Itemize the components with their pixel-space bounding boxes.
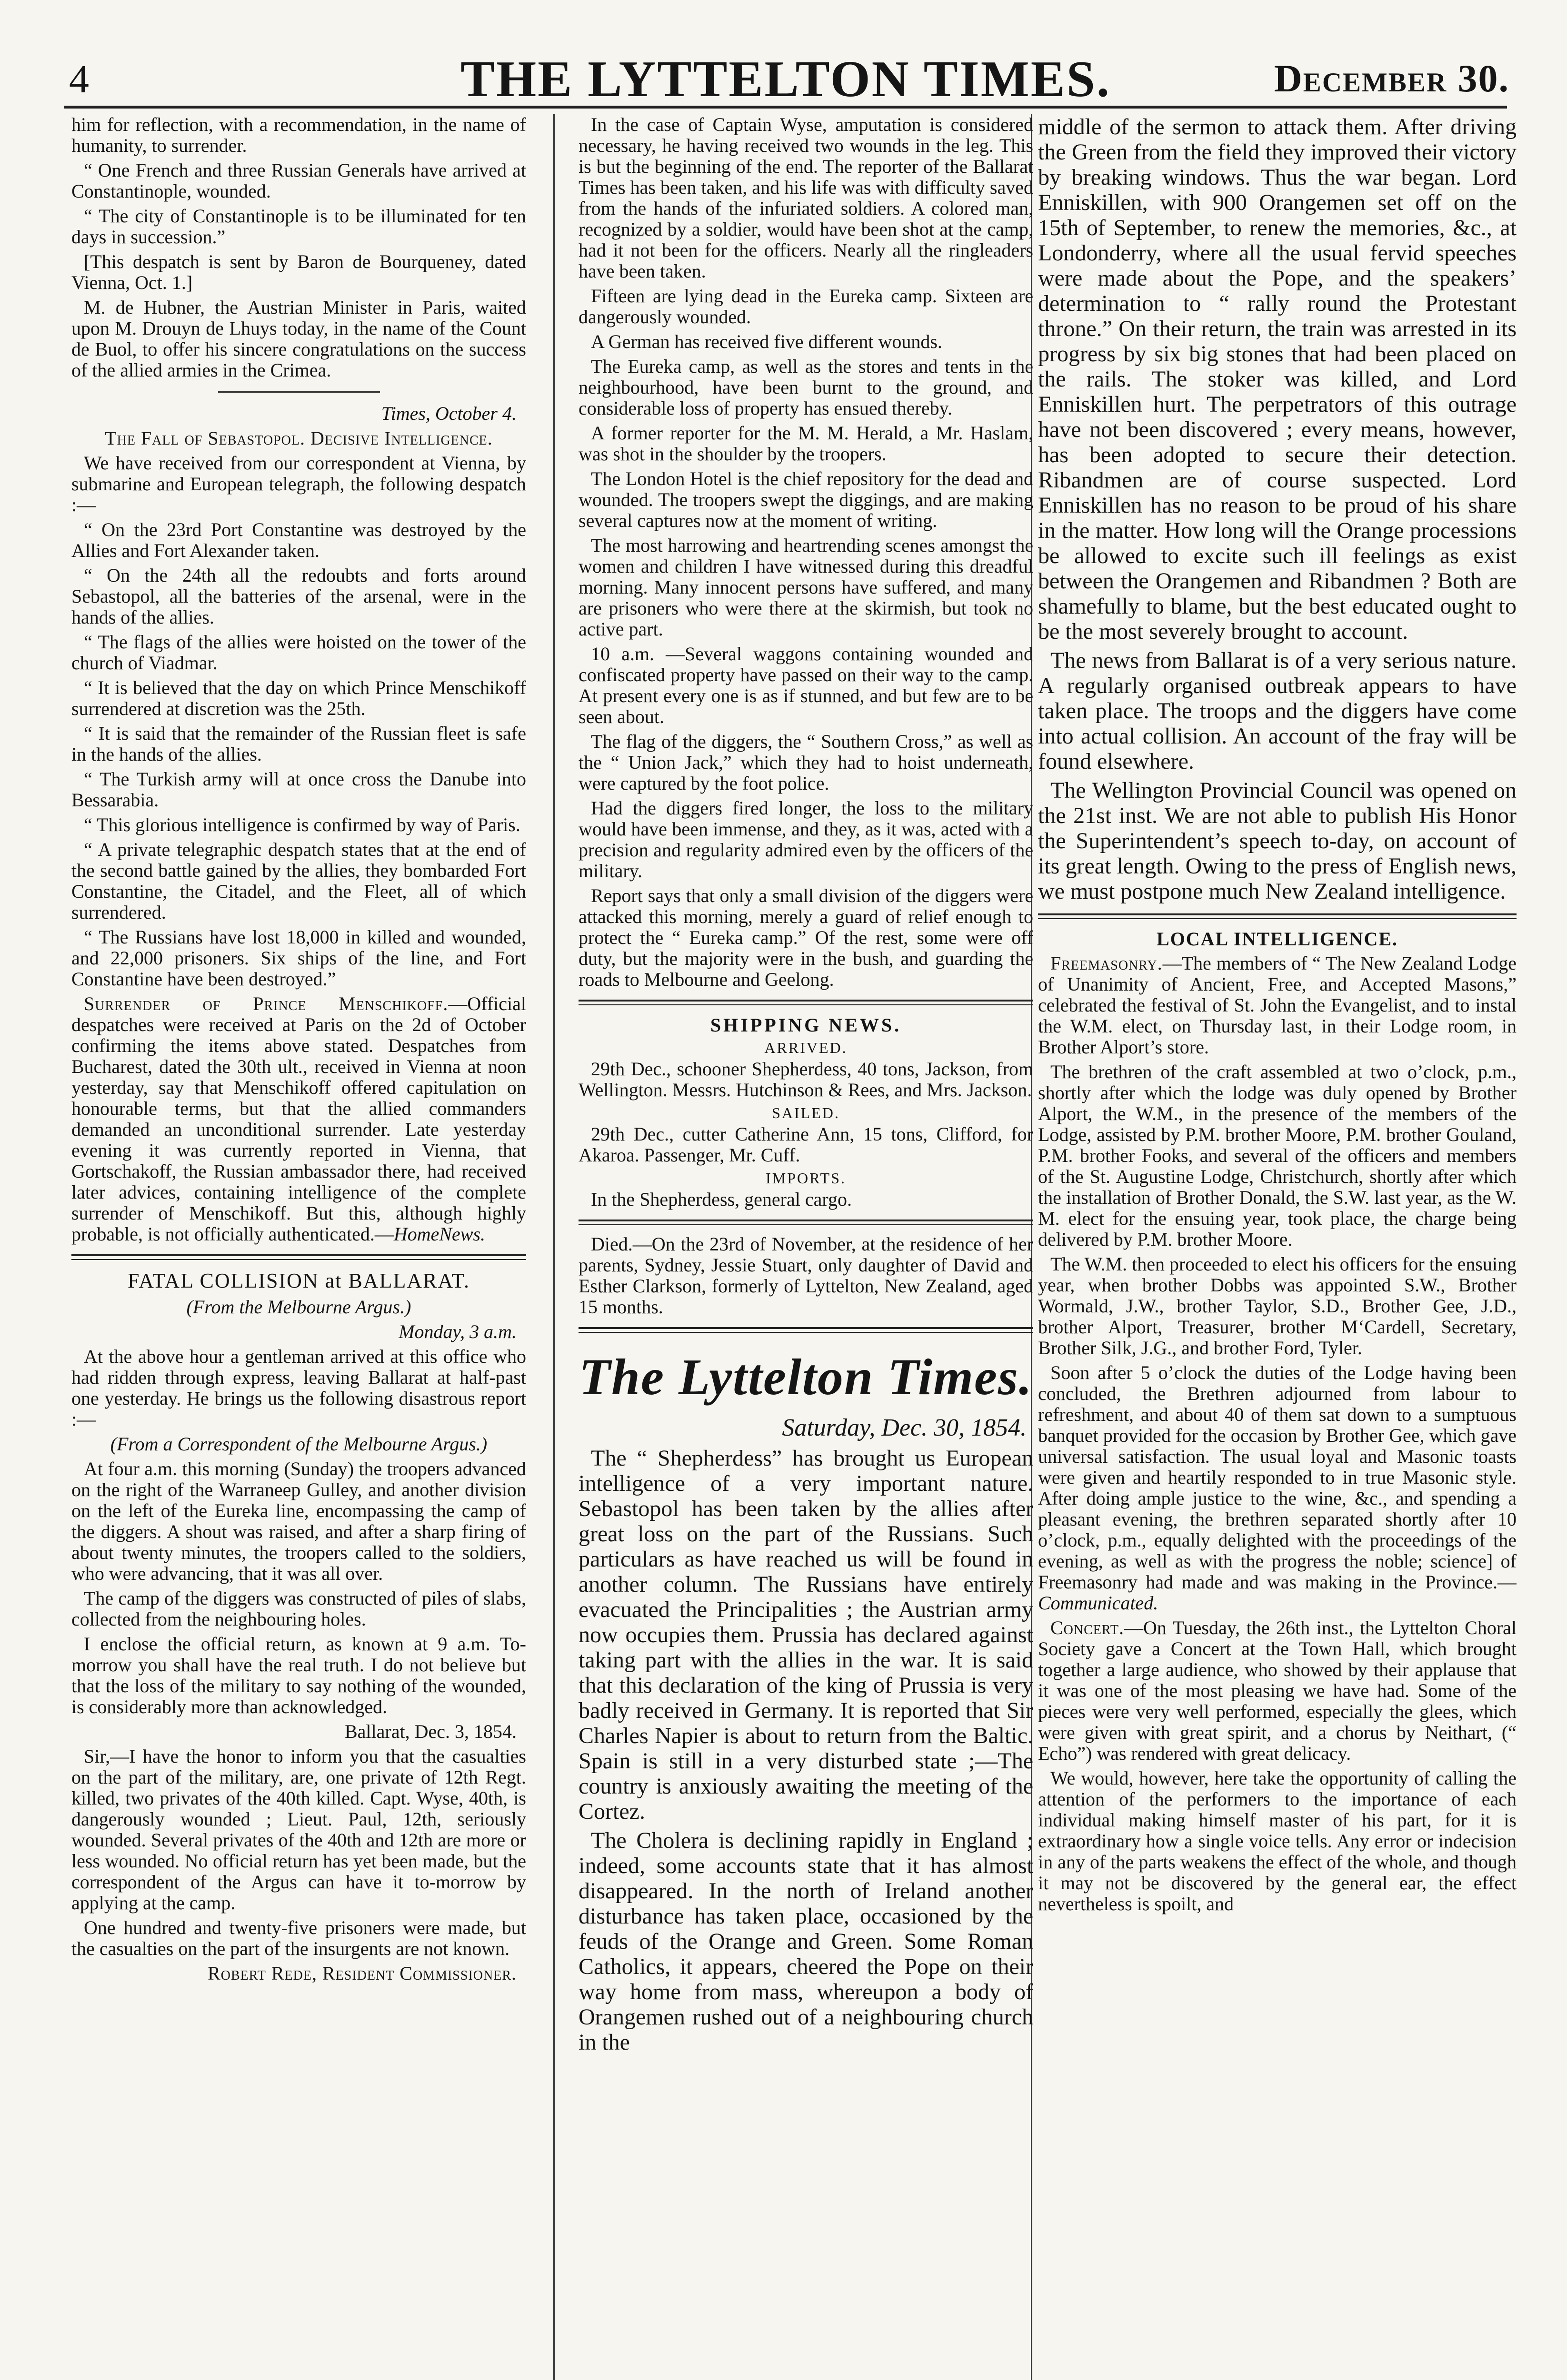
- paragraph: A former reporter for the M. M. Herald, a Mr. Haslam, was shot in the shoulder by the troopers.: [579, 422, 1033, 465]
- imports-label: IMPORTS.: [766, 1170, 846, 1187]
- paragraph: “ The Turkish army will at once cross the Danube into Bessarabia.: [71, 768, 526, 811]
- paragraph-body: —The members of “ The New Zealand Lodge of Unanimity of Ancient, Free, and Accepted Masons,” celebrated the festival of St. John the Evangelist, and to instal the W.M. elect, on Thursday last, in their Lodge room, in Brother Alport’s store.: [1038, 952, 1517, 1058]
- paragraph: “ The Russians have lost 18,000 in killed and wounded, and 22,000 prisoners. Six ships of the line, and Fort Constantine have been destroyed.”: [71, 926, 526, 990]
- paragraph: The London Hotel is the chief repository for the dead and wounded. The troopers swept the diggings, and are making several captures now at the moment of writing.: [579, 468, 1033, 531]
- paragraph: The Eureka camp, as well as the stores and tents in the neighbourhood, have been burnt to the ground, and considerable loss of property has ensued thereby.: [579, 356, 1033, 419]
- column-one: [71, 114, 526, 2380]
- paragraph: Had the diggers fired longer, the loss to the military would have been immense, and they, as it was, acted with a precision and regularity admired even by the officers of the military.: [579, 797, 1033, 882]
- shipping-entry: In the Shepherdess, general cargo.: [591, 1189, 852, 1210]
- paragraph-body: —Official despatches were received at Paris on the 2d of October confirming the items above stated. Despatches from Bucharest, dated the 30th ult., received in Vienna at noon yesterday, say that Menschikoff offered capitulation on honourable terms, but that the allied commanders demanded an unconditional surrender. Late yesterday evening it was currently reported in Vienna, that Gortschakoff, the Russian ambassador there, had received later advices, containing intelligence of the complete surrender of Menschikoff. But this, although highly probable, is not officially authenticated.—: [71, 993, 526, 1245]
- paragraph: I enclose the official return, as known at 9 a.m. To-morrow you shall have the real truth. I do not believe but that the loss of the military to say nothing of the wounded, is considerably more than acknowledged.: [71, 1633, 526, 1717]
- paragraph: [1038, 1362, 1517, 1614]
- local-heading: LOCAL INTELLIGENCE.: [1156, 928, 1398, 950]
- separator: [218, 391, 380, 393]
- paragraph: “ The city of Constantinople is to be illuminated for ten days in succession.”: [71, 205, 526, 248]
- paragraph: The “ Shepherdess” has brought us European intelligence of a very important nature. Sebastopol has been taken by the allies after great loss on the part of the Russians. Such particulars as have reached us will be found in another column. The Russians have entirely evacuated the Principalities ; the Austrian army now occupies them. Prussia has declared against taking part with the allies in the war. It is said that this declaration of the king of Prussia is very badly received in Germany. It is reported that Sir Charles Napier is about to return from the Baltic. Spain is still in a very disturbed state ;—The country is anxiously awaiting the meeting of the Cortez.: [579, 1446, 1033, 1824]
- paragraph: The Wellington Provincial Council was opened on the 21st inst. We are not able to publish His Honor the Superintendent’s speech to-day, on account of its great length. Owing to the press of English news, we must postpone much New Zealand intelligence.: [1038, 778, 1517, 904]
- paragraph: “ A private telegraphic despatch states that at the end of the second battle gained by the allies, they bombarded Fort Constantine, the Citadel, and the Fleet, all of which surrendered.: [71, 839, 526, 923]
- death-notice: Died.—On the 23rd of November, at the residence of her parents, Sydney, Jessie Stuart, only daughter of David and Esther Clarkson, formerly of Lyttelton, New Zealand, aged 15 months.: [579, 1233, 1033, 1318]
- paragraph: [1038, 953, 1517, 1058]
- column-divider: [553, 114, 555, 2380]
- masthead-rule: [64, 106, 1507, 109]
- source-credit: Times, October 4.: [381, 403, 517, 424]
- separator: [71, 1254, 526, 1260]
- paragraph: 10 a.m. —Several waggons containing wounded and confiscated property have passed on their way to the camp. At present every one is as if stunned, and but few are to be seen about.: [579, 643, 1033, 727]
- column-three: [1038, 114, 1517, 2380]
- run-in-heading: Surrender of Prince Menschikoff.: [84, 993, 449, 1014]
- paragraph: The camp of the diggers was constructed of piles of slabs, collected from the neighbouring holes.: [71, 1587, 526, 1630]
- paragraph: [This despatch is sent by Baron de Bourqueney, dated Vienna, Oct. 1.]: [71, 251, 526, 293]
- paragraph: In the case of Captain Wyse, amputation is considered necessary, he having received two wounds in the leg. This is but the beginning of the end. The reporter of the Ballarat Times has been taken, and his life was with difficulty saved from the hands of the infuriated soldiers. A colored man, recognized by a soldier, would have been shot at the camp, had it not been for the officers. Nearly all the ringleaders have been taken.: [579, 114, 1033, 282]
- separator: [579, 1327, 1033, 1333]
- paragraph: “ It is said that the remainder of the Russian fleet is safe in the hands of the allies.: [71, 723, 526, 765]
- paragraph: At four a.m. this morning (Sunday) the troopers advanced on the right of the Warraneep Gulley, and another division on the left of the Eureka line, encompassing the camp of the diggers. A shout was raised, and after a sharp firing of about twenty minutes, the troopers called to the soldiers, who were advancing, that it was all over.: [71, 1458, 526, 1584]
- separator: [579, 1220, 1033, 1225]
- source-line: (From the Melbourne Argus.): [186, 1296, 411, 1318]
- paragraph: We have received from our correspondent at Vienna, by submarine and European telegraph, the following despatch :—: [71, 452, 526, 516]
- shipping-heading: SHIPPING NEWS.: [710, 1014, 902, 1036]
- separator: [579, 1000, 1033, 1005]
- shipping-entry: 29th Dec., cutter Catherine Ann, 15 tons, Clifford, for Akaroa. Passenger, Mr. Cuff.: [579, 1123, 1033, 1166]
- paragraph: middle of the sermon to attack them. After driving the Green from the field they improved their victory by breaking windows. Thus the war began. Lord Enniskillen, with 900 Orangemen set off on the 15th of September, to renew the memories, &c., at Londonderry, where all the usual fervid speeches were made about the Pope, and the speakers’ determination to “ rally round the Protestant throne.” On their return, the train was arrested in its progress by six big stones that had been placed on the rails. The stoker was killed, and Lord Enniskillen hurt. The perpetrators of this outrage have not been discovered ; every means, however, has been adopted to secure their detection. Ribandmen are of course suspected. Lord Enniskillen has no reason to be proud of his share in the matter. How long will the Orange processions be allowed to excite such ill feelings as exist between the Orangemen and Ribandmen ? Both are shamefully to blame, but the best educated ought to be the most severely brought to account.: [1038, 114, 1517, 644]
- paragraph: At the above hour a gentleman arrived at this office who had ridden through express, leaving Ballarat at half-past one yesterday. He brings us the following disastrous report :—: [71, 1346, 526, 1430]
- paragraph: The news from Ballarat is of a very serious nature. A regularly organised outbreak appears to have taken place. The troops and the diggers have come into actual collision. An account of the fray will be found elsewhere.: [1038, 648, 1517, 774]
- paper-title: THE LYTTELTON TIMES.: [460, 51, 1111, 108]
- paragraph: “ One French and three Russian Generals have arrived at Constantinople, wounded.: [71, 159, 526, 202]
- paragraph: One hundred and twenty-five prisoners were made, but the casualties on the part of the insurgents are not known.: [71, 1917, 526, 1959]
- war-news-section: [71, 114, 526, 1984]
- masthead: [57, 48, 1514, 109]
- paragraph: We would, however, here take the opportunity of calling the attention of the performers to the importance of each individual making himself master of his part, for it is extraordinary how a single voice tells. Any error or indecision in any of the parts weakens the effect of the whole, and though it may not be discovered by the general ear, the effect nevertheless is spoilt, and: [1038, 1767, 1517, 1914]
- paragraph: “ It is believed that the day on which Prince Menschikoff surrendered at discretion was the 25th.: [71, 677, 526, 719]
- local-intelligence: [1038, 928, 1517, 1914]
- article-heading: FATAL COLLISION at BALLARAT.: [128, 1269, 470, 1292]
- paragraph: Fifteen are lying dead in the Eureka camp. Sixteen are dangerously wounded.: [579, 285, 1033, 327]
- paragraph: [71, 993, 526, 1245]
- paragraph: [1038, 1617, 1517, 1764]
- shipping-entry: 29th Dec., schooner Shepherdess, 40 tons, Jackson, from Wellington. Messrs. Hutchinson & Rees, and Mrs. Jackson.: [579, 1058, 1033, 1101]
- editorial-continued: [1038, 114, 1517, 904]
- paragraph: “ On the 23rd Port Constantine was destroyed by the Allies and Fort Alexander taken.: [71, 519, 526, 561]
- arrived-label: ARRIVED.: [764, 1039, 848, 1056]
- paragraph: Sir,—I have the honor to inform you that the casualties on the part of the military, are, one private of 12th Regt. killed, two privates of the 40th killed. Capt. Wyse, 40th, is dangerously wounded ; Lieut. Paul, 12th, seriously wounded. Several privates of the 40th and 12th are more or less wounded. No official return has yet been made, but the correspondent of the Argus can have it to-morrow by applying at the camp.: [71, 1745, 526, 1914]
- ballarat-continued: [579, 114, 1033, 1333]
- paragraph: A German has received five different wounds.: [591, 331, 942, 352]
- editorial-masthead: The Lyttelton Times.: [579, 1349, 1033, 1406]
- separator: [1038, 913, 1517, 919]
- dateline: Monday, 3 a.m.: [399, 1321, 517, 1342]
- editorial: [579, 1446, 1033, 2055]
- paragraph: M. de Hubner, the Austrian Minister in Paris, waited upon M. Drouyn de Lhuys today, in the name of the Count de Buol, to offer his sincere congratulations on the success of the allied armies in the Crimea.: [71, 297, 526, 381]
- paragraph-body: —On Tuesday, the 26th inst., the Lyttelton Choral Society gave a Concert at the Town Hall, which brought together a large audience, who showed by their applause that it was one of the most pleasing we have had. Some of the pieces were very well performed, especially the glees, which were given with great spirit, and a chorus by Neithart, (“ Echo”) was rendered with great delicacy.: [1038, 1617, 1517, 1764]
- paragraph: The most harrowing and heartrending scenes amongst the women and children I have witnessed during this dreadful morning. Many innocent persons have suffered, and many are prisoners who were there at the skirmish, but took no active part.: [579, 535, 1033, 640]
- paragraph: The flag of the diggers, the “ Southern Cross,” as well as the “ Union Jack,” which they had to hoist underneath, were captured by the foot police.: [579, 731, 1033, 794]
- run-in-heading: Concert.: [1050, 1617, 1124, 1638]
- signature: Robert Rede, Resident Commissioner.: [208, 1963, 517, 1984]
- paragraph: “ On the 24th all the redoubts and forts around Sebastopol, all the batteries of the arsenal, were in the hands of the allies.: [71, 565, 526, 628]
- issue-date: December 30.: [1274, 57, 1509, 100]
- source-credit: HomeNews.: [393, 1223, 486, 1245]
- paragraph: Report says that only a small division of the diggers were attacked this morning, merely a guard of relief enough to protect the “ Eureka camp.” Of the rest, some were off duty, but the majority were in the bush, and guarding the roads to Melbourne and Geelong.: [579, 885, 1033, 990]
- dateline: Ballarat, Dec. 3, 1854.: [345, 1721, 517, 1742]
- source-line: (From a Correspondent of the Melbourne Argus.): [110, 1433, 488, 1455]
- column-two: [579, 114, 1033, 2380]
- source-credit: Communicated.: [1038, 1592, 1158, 1614]
- paragraph: him for reflection, with a recommendation, in the name of humanity, to surrender.: [71, 114, 526, 156]
- sailed-label: SAILED.: [772, 1104, 840, 1121]
- paragraph: The brethren of the craft assembled at two o’clock, p.m., shortly after which the lodge was duly opened by Brother Alport, the W.M., in the presence of the members of the Lodge, assisted by P.M. brother Moore, P.M. brother Gouland, P.M. brother Fooks, and several of the officers and members of the St. Augustine Lodge, Christchurch, shortly after which the installation of Brother Donald, the S.W. last year, as the W. M. elect for the ensuing year, took place, the charge being delivered by P.M. brother Moore.: [1038, 1061, 1517, 1250]
- paragraph: The Cholera is declining rapidly in England ; indeed, some accounts state that it has almost disappeared. In the north of Ireland another disturbance has taken place, occasioned by the feuds of the Orange and Green. Some Roman Catholics, it appears, cheered the Pope on their way home from mass, whereupon a body of Orangemen rushed out of a neighbouring church in the: [579, 1828, 1033, 2055]
- paragraph: “ This glorious intelligence is confirmed by way of Paris.: [84, 814, 520, 835]
- paragraph-body: Soon after 5 o’clock the duties of the Lodge having been concluded, the Brethren adjourned from labour to refreshment, and about 40 of them sat down to a sumptuous banquet provided for the occasion by Brother Gee, which gave universal satisfaction. The usual loyal and Masonic toasts were given and heartily responded to in true Masonic style. After doing ample justice to the wine, &c., and spending a pleasant evening, the brethren separated shortly after 10 o’clock, p.m., equally delighted with the proceedings of the evening, as well as with the progress the noble; science] of Freemasonry had made and was making in the Province.—: [1038, 1362, 1517, 1593]
- run-in-heading: Freemasonry.: [1050, 952, 1163, 974]
- section-heading: The Fall of Sebastopol. Decisive Intelligence.: [105, 427, 493, 449]
- editorial-date: Saturday, Dec. 30, 1854.: [782, 1414, 1027, 1441]
- paragraph: The W.M. then proceeded to elect his officers for the ensuing year, when brother Dobbs was appointed S.W., Brother Wormald, J.W., brother Taylor, S.D., Brother Gee, J.D., brother Alport, Treasurer, brother M‘Cardell, Secretary, Brother Silk, J.G., and brother Ford, Tyler.: [1038, 1253, 1517, 1359]
- paragraph: “ The flags of the allies were hoisted on the tower of the church of Viadmar.: [71, 631, 526, 674]
- page-number: 4: [69, 57, 89, 101]
